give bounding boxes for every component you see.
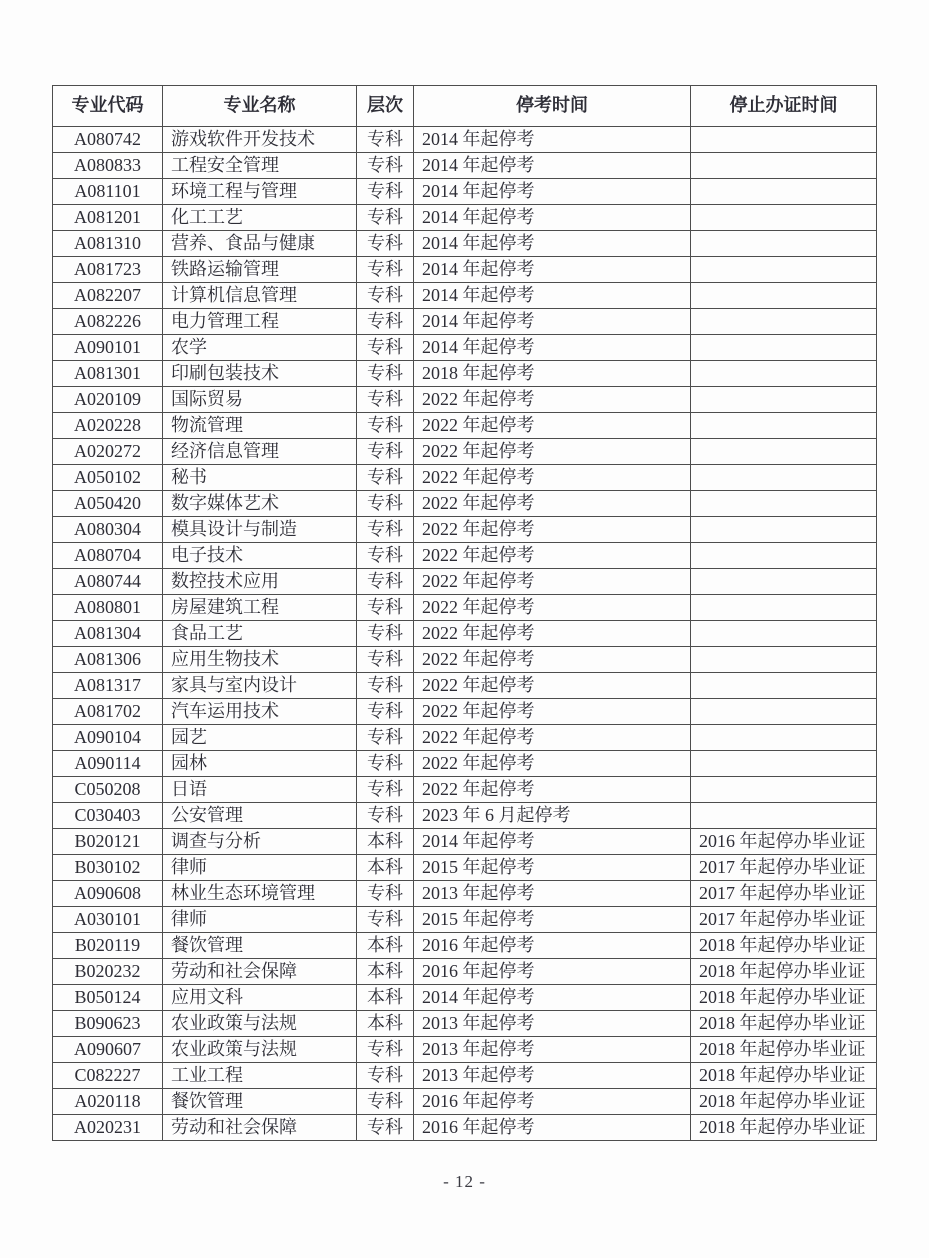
table-row bbox=[53, 205, 877, 231]
cell-name: 房屋建筑工程 bbox=[163, 595, 357, 621]
cell-name: 印刷包装技术 bbox=[163, 361, 357, 387]
cell-level: 专科 bbox=[357, 777, 414, 803]
column-header-level: 层次 bbox=[357, 86, 414, 127]
cell-code: A090104 bbox=[53, 725, 163, 751]
suspended-majors-table bbox=[52, 85, 877, 1141]
table-row bbox=[53, 465, 877, 491]
cell-stop-cert bbox=[691, 803, 877, 829]
cell-stop-cert bbox=[691, 673, 877, 699]
cell-name: 园林 bbox=[163, 751, 357, 777]
cell-code: A080833 bbox=[53, 153, 163, 179]
table-row bbox=[53, 1037, 877, 1063]
cell-stop-cert bbox=[691, 153, 877, 179]
table-body bbox=[53, 127, 877, 1141]
cell-level: 专科 bbox=[357, 309, 414, 335]
cell-stop-exam: 2022 年起停考 bbox=[414, 751, 691, 777]
table-row bbox=[53, 283, 877, 309]
cell-stop-exam: 2022 年起停考 bbox=[414, 413, 691, 439]
table-row bbox=[53, 907, 877, 933]
table-row bbox=[53, 179, 877, 205]
cell-level: 专科 bbox=[357, 387, 414, 413]
cell-name: 经济信息管理 bbox=[163, 439, 357, 465]
cell-code: A020231 bbox=[53, 1115, 163, 1141]
cell-name: 化工工艺 bbox=[163, 205, 357, 231]
cell-level: 专科 bbox=[357, 621, 414, 647]
table-row bbox=[53, 1089, 877, 1115]
table-row bbox=[53, 751, 877, 777]
cell-stop-cert bbox=[691, 335, 877, 361]
cell-name: 营养、食品与健康 bbox=[163, 231, 357, 257]
cell-stop-exam: 2022 年起停考 bbox=[414, 387, 691, 413]
cell-level: 本科 bbox=[357, 1011, 414, 1037]
table-row bbox=[53, 725, 877, 751]
cell-level: 本科 bbox=[357, 959, 414, 985]
cell-stop-cert bbox=[691, 387, 877, 413]
cell-level: 专科 bbox=[357, 283, 414, 309]
cell-level: 专科 bbox=[357, 595, 414, 621]
cell-level: 专科 bbox=[357, 881, 414, 907]
cell-stop-exam: 2022 年起停考 bbox=[414, 439, 691, 465]
cell-stop-exam: 2014 年起停考 bbox=[414, 153, 691, 179]
column-header-code: 专业代码 bbox=[53, 86, 163, 127]
cell-stop-cert bbox=[691, 231, 877, 257]
cell-stop-exam: 2014 年起停考 bbox=[414, 257, 691, 283]
table-row bbox=[53, 933, 877, 959]
cell-stop-cert: 2018 年起停办毕业证 bbox=[691, 1089, 877, 1115]
cell-stop-exam: 2022 年起停考 bbox=[414, 517, 691, 543]
cell-stop-cert bbox=[691, 465, 877, 491]
cell-stop-cert: 2018 年起停办毕业证 bbox=[691, 1063, 877, 1089]
cell-name: 数字媒体艺术 bbox=[163, 491, 357, 517]
cell-stop-cert bbox=[691, 777, 877, 803]
cell-code: A080744 bbox=[53, 569, 163, 595]
cell-name: 餐饮管理 bbox=[163, 933, 357, 959]
cell-code: A050102 bbox=[53, 465, 163, 491]
cell-name: 环境工程与管理 bbox=[163, 179, 357, 205]
cell-stop-cert bbox=[691, 595, 877, 621]
cell-stop-exam: 2014 年起停考 bbox=[414, 205, 691, 231]
table-row bbox=[53, 127, 877, 153]
cell-code: C030403 bbox=[53, 803, 163, 829]
cell-stop-exam: 2022 年起停考 bbox=[414, 569, 691, 595]
cell-level: 专科 bbox=[357, 179, 414, 205]
cell-code: B050124 bbox=[53, 985, 163, 1011]
table-row bbox=[53, 1115, 877, 1141]
cell-level: 专科 bbox=[357, 127, 414, 153]
cell-name: 铁路运输管理 bbox=[163, 257, 357, 283]
column-header-stop-cert: 停止办证时间 bbox=[691, 86, 877, 127]
cell-level: 专科 bbox=[357, 439, 414, 465]
cell-code: C082227 bbox=[53, 1063, 163, 1089]
cell-stop-exam: 2022 年起停考 bbox=[414, 699, 691, 725]
cell-stop-cert: 2017 年起停办毕业证 bbox=[691, 881, 877, 907]
cell-code: A090114 bbox=[53, 751, 163, 777]
cell-level: 本科 bbox=[357, 855, 414, 881]
table-row bbox=[53, 387, 877, 413]
table-row bbox=[53, 621, 877, 647]
cell-level: 专科 bbox=[357, 647, 414, 673]
cell-code: A081723 bbox=[53, 257, 163, 283]
cell-code: A050420 bbox=[53, 491, 163, 517]
cell-code: A020272 bbox=[53, 439, 163, 465]
table-row bbox=[53, 1011, 877, 1037]
cell-stop-exam: 2014 年起停考 bbox=[414, 335, 691, 361]
cell-code: A020228 bbox=[53, 413, 163, 439]
cell-stop-cert: 2018 年起停办毕业证 bbox=[691, 1037, 877, 1063]
cell-stop-cert bbox=[691, 699, 877, 725]
cell-level: 专科 bbox=[357, 803, 414, 829]
cell-code: A081304 bbox=[53, 621, 163, 647]
cell-level: 专科 bbox=[357, 413, 414, 439]
cell-stop-exam: 2022 年起停考 bbox=[414, 491, 691, 517]
table-row bbox=[53, 777, 877, 803]
cell-stop-exam: 2014 年起停考 bbox=[414, 985, 691, 1011]
cell-name: 公安管理 bbox=[163, 803, 357, 829]
cell-stop-cert bbox=[691, 517, 877, 543]
table-row bbox=[53, 231, 877, 257]
cell-stop-cert bbox=[691, 491, 877, 517]
cell-level: 专科 bbox=[357, 1063, 414, 1089]
table-row bbox=[53, 491, 877, 517]
cell-stop-exam: 2014 年起停考 bbox=[414, 231, 691, 257]
cell-name: 农业政策与法规 bbox=[163, 1011, 357, 1037]
cell-level: 专科 bbox=[357, 725, 414, 751]
cell-stop-exam: 2016 年起停考 bbox=[414, 1089, 691, 1115]
cell-name: 应用文科 bbox=[163, 985, 357, 1011]
cell-name: 家具与室内设计 bbox=[163, 673, 357, 699]
table-row bbox=[53, 881, 877, 907]
cell-name: 计算机信息管理 bbox=[163, 283, 357, 309]
cell-stop-exam: 2022 年起停考 bbox=[414, 673, 691, 699]
cell-code: A081306 bbox=[53, 647, 163, 673]
cell-level: 专科 bbox=[357, 1115, 414, 1141]
cell-name: 餐饮管理 bbox=[163, 1089, 357, 1115]
cell-code: A081702 bbox=[53, 699, 163, 725]
cell-code: A080704 bbox=[53, 543, 163, 569]
table-row bbox=[53, 647, 877, 673]
cell-name: 食品工艺 bbox=[163, 621, 357, 647]
cell-stop-cert: 2018 年起停办毕业证 bbox=[691, 959, 877, 985]
table-row bbox=[53, 413, 877, 439]
cell-code: B090623 bbox=[53, 1011, 163, 1037]
cell-code: B020232 bbox=[53, 959, 163, 985]
table-row bbox=[53, 257, 877, 283]
table-row bbox=[53, 517, 877, 543]
cell-level: 专科 bbox=[357, 205, 414, 231]
cell-stop-exam: 2013 年起停考 bbox=[414, 1037, 691, 1063]
cell-stop-exam: 2014 年起停考 bbox=[414, 179, 691, 205]
cell-stop-exam: 2016 年起停考 bbox=[414, 1115, 691, 1141]
cell-level: 本科 bbox=[357, 829, 414, 855]
table-row bbox=[53, 1063, 877, 1089]
cell-level: 专科 bbox=[357, 907, 414, 933]
cell-code: A080304 bbox=[53, 517, 163, 543]
cell-stop-cert bbox=[691, 179, 877, 205]
cell-code: A020109 bbox=[53, 387, 163, 413]
table-row bbox=[53, 803, 877, 829]
cell-stop-cert bbox=[691, 543, 877, 569]
cell-code: B020121 bbox=[53, 829, 163, 855]
page-number: - 12 - bbox=[443, 1172, 486, 1191]
cell-name: 劳动和社会保障 bbox=[163, 959, 357, 985]
cell-name: 电力管理工程 bbox=[163, 309, 357, 335]
cell-name: 调查与分析 bbox=[163, 829, 357, 855]
cell-code: A020118 bbox=[53, 1089, 163, 1115]
cell-level: 专科 bbox=[357, 361, 414, 387]
table-row bbox=[53, 855, 877, 881]
cell-code: A081317 bbox=[53, 673, 163, 699]
cell-name: 应用生物技术 bbox=[163, 647, 357, 673]
cell-level: 专科 bbox=[357, 231, 414, 257]
cell-stop-exam: 2014 年起停考 bbox=[414, 283, 691, 309]
table-row bbox=[53, 543, 877, 569]
cell-stop-exam: 2022 年起停考 bbox=[414, 647, 691, 673]
cell-stop-exam: 2013 年起停考 bbox=[414, 1063, 691, 1089]
table-row bbox=[53, 335, 877, 361]
cell-name: 日语 bbox=[163, 777, 357, 803]
cell-code: A082226 bbox=[53, 309, 163, 335]
cell-level: 专科 bbox=[357, 569, 414, 595]
table-row bbox=[53, 699, 877, 725]
column-header-stop-exam: 停考时间 bbox=[414, 86, 691, 127]
table-row bbox=[53, 829, 877, 855]
cell-code: A081310 bbox=[53, 231, 163, 257]
cell-name: 工业工程 bbox=[163, 1063, 357, 1089]
cell-code: A082207 bbox=[53, 283, 163, 309]
cell-stop-cert bbox=[691, 751, 877, 777]
cell-stop-cert: 2018 年起停办毕业证 bbox=[691, 1115, 877, 1141]
cell-name: 律师 bbox=[163, 907, 357, 933]
cell-level: 本科 bbox=[357, 985, 414, 1011]
cell-stop-cert: 2018 年起停办毕业证 bbox=[691, 1011, 877, 1037]
cell-stop-exam: 2018 年起停考 bbox=[414, 361, 691, 387]
table-row bbox=[53, 673, 877, 699]
cell-stop-exam: 2016 年起停考 bbox=[414, 959, 691, 985]
cell-level: 专科 bbox=[357, 673, 414, 699]
cell-name: 汽车运用技术 bbox=[163, 699, 357, 725]
cell-code: A090608 bbox=[53, 881, 163, 907]
cell-code: A090607 bbox=[53, 1037, 163, 1063]
cell-stop-exam: 2015 年起停考 bbox=[414, 907, 691, 933]
cell-code: C050208 bbox=[53, 777, 163, 803]
cell-stop-exam: 2014 年起停考 bbox=[414, 309, 691, 335]
table-row bbox=[53, 985, 877, 1011]
cell-name: 园艺 bbox=[163, 725, 357, 751]
cell-name: 物流管理 bbox=[163, 413, 357, 439]
cell-name: 农学 bbox=[163, 335, 357, 361]
cell-code: B030102 bbox=[53, 855, 163, 881]
cell-stop-exam: 2023 年 6 月起停考 bbox=[414, 803, 691, 829]
cell-code: B020119 bbox=[53, 933, 163, 959]
cell-stop-exam: 2022 年起停考 bbox=[414, 465, 691, 491]
table-row bbox=[53, 361, 877, 387]
cell-name: 农业政策与法规 bbox=[163, 1037, 357, 1063]
cell-level: 本科 bbox=[357, 933, 414, 959]
cell-stop-cert bbox=[691, 569, 877, 595]
cell-code: A081101 bbox=[53, 179, 163, 205]
cell-level: 专科 bbox=[357, 699, 414, 725]
table-row bbox=[53, 569, 877, 595]
cell-name: 林业生态环境管理 bbox=[163, 881, 357, 907]
cell-stop-cert: 2018 年起停办毕业证 bbox=[691, 933, 877, 959]
cell-stop-cert bbox=[691, 205, 877, 231]
table-header-row bbox=[53, 86, 877, 127]
cell-stop-cert bbox=[691, 127, 877, 153]
cell-stop-exam: 2022 年起停考 bbox=[414, 777, 691, 803]
cell-name: 数控技术应用 bbox=[163, 569, 357, 595]
cell-code: A090101 bbox=[53, 335, 163, 361]
cell-stop-exam: 2022 年起停考 bbox=[414, 725, 691, 751]
cell-stop-exam: 2022 年起停考 bbox=[414, 621, 691, 647]
cell-stop-cert: 2017 年起停办毕业证 bbox=[691, 907, 877, 933]
cell-level: 专科 bbox=[357, 1089, 414, 1115]
cell-name: 工程安全管理 bbox=[163, 153, 357, 179]
cell-stop-exam: 2013 年起停考 bbox=[414, 1011, 691, 1037]
cell-name: 模具设计与制造 bbox=[163, 517, 357, 543]
cell-stop-cert bbox=[691, 361, 877, 387]
cell-stop-cert: 2016 年起停办毕业证 bbox=[691, 829, 877, 855]
column-header-name: 专业名称 bbox=[163, 86, 357, 127]
cell-stop-cert bbox=[691, 621, 877, 647]
cell-stop-exam: 2022 年起停考 bbox=[414, 543, 691, 569]
cell-level: 专科 bbox=[357, 153, 414, 179]
cell-stop-exam: 2014 年起停考 bbox=[414, 829, 691, 855]
cell-stop-cert bbox=[691, 439, 877, 465]
cell-stop-cert bbox=[691, 725, 877, 751]
cell-stop-cert bbox=[691, 283, 877, 309]
table-row bbox=[53, 595, 877, 621]
cell-stop-exam: 2014 年起停考 bbox=[414, 127, 691, 153]
table-row bbox=[53, 439, 877, 465]
cell-level: 专科 bbox=[357, 335, 414, 361]
cell-stop-cert bbox=[691, 257, 877, 283]
cell-stop-exam: 2022 年起停考 bbox=[414, 595, 691, 621]
cell-level: 专科 bbox=[357, 491, 414, 517]
cell-code: A080742 bbox=[53, 127, 163, 153]
table-header-row bbox=[53, 86, 877, 127]
table-row bbox=[53, 959, 877, 985]
cell-stop-cert: 2018 年起停办毕业证 bbox=[691, 985, 877, 1011]
cell-name: 电子技术 bbox=[163, 543, 357, 569]
cell-stop-cert bbox=[691, 647, 877, 673]
cell-name: 国际贸易 bbox=[163, 387, 357, 413]
table-row bbox=[53, 309, 877, 335]
cell-stop-exam: 2015 年起停考 bbox=[414, 855, 691, 881]
cell-level: 专科 bbox=[357, 543, 414, 569]
cell-level: 专科 bbox=[357, 465, 414, 491]
cell-code: A081201 bbox=[53, 205, 163, 231]
cell-level: 专科 bbox=[357, 751, 414, 777]
cell-code: A080801 bbox=[53, 595, 163, 621]
cell-level: 专科 bbox=[357, 1037, 414, 1063]
cell-name: 秘书 bbox=[163, 465, 357, 491]
table-row bbox=[53, 153, 877, 179]
cell-level: 专科 bbox=[357, 517, 414, 543]
cell-code: A030101 bbox=[53, 907, 163, 933]
cell-code: A081301 bbox=[53, 361, 163, 387]
cell-stop-exam: 2013 年起停考 bbox=[414, 881, 691, 907]
cell-stop-exam: 2016 年起停考 bbox=[414, 933, 691, 959]
cell-name: 律师 bbox=[163, 855, 357, 881]
cell-level: 专科 bbox=[357, 257, 414, 283]
cell-name: 劳动和社会保障 bbox=[163, 1115, 357, 1141]
cell-name: 游戏软件开发技术 bbox=[163, 127, 357, 153]
cell-stop-cert: 2017 年起停办毕业证 bbox=[691, 855, 877, 881]
cell-stop-cert bbox=[691, 413, 877, 439]
cell-stop-cert bbox=[691, 309, 877, 335]
